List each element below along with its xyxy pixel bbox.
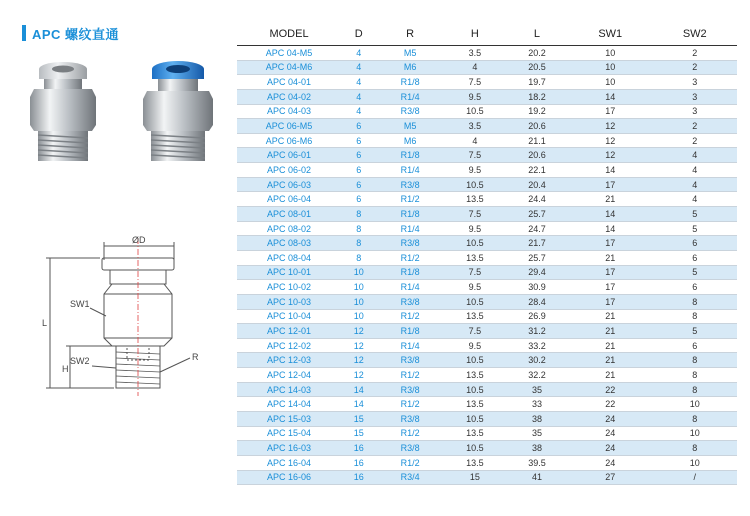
cell-sw2: 4 bbox=[652, 177, 737, 192]
page-title: APC 螺纹直通 bbox=[32, 27, 120, 42]
cell-l: 19.7 bbox=[506, 75, 568, 90]
cell-r: R1/2 bbox=[376, 397, 443, 412]
cell-d: 15 bbox=[341, 412, 376, 427]
cell-r: R1/2 bbox=[376, 426, 443, 441]
table-row bbox=[237, 265, 737, 280]
cell-d: 4 bbox=[341, 75, 376, 90]
cell-d: 4 bbox=[341, 46, 376, 61]
table-row bbox=[237, 470, 737, 485]
cell-model: APC 08-02 bbox=[237, 221, 341, 236]
cell-h: 13.5 bbox=[444, 426, 506, 441]
cell-h: 9.5 bbox=[444, 338, 506, 353]
cell-l: 28.4 bbox=[506, 294, 568, 309]
cell-h: 13.5 bbox=[444, 192, 506, 207]
cell-l: 20.6 bbox=[506, 119, 568, 134]
cell-d: 14 bbox=[341, 382, 376, 397]
cell-l: 25.7 bbox=[506, 250, 568, 265]
cell-model: APC 12-04 bbox=[237, 368, 341, 383]
cell-l: 35 bbox=[506, 426, 568, 441]
cell-sw2: 10 bbox=[652, 455, 737, 470]
cell-sw2: 8 bbox=[652, 382, 737, 397]
cell-r: R1/4 bbox=[376, 338, 443, 353]
cell-l: 21.1 bbox=[506, 133, 568, 148]
table-row bbox=[237, 250, 737, 265]
cell-l: 41 bbox=[506, 470, 568, 485]
cell-h: 10.5 bbox=[444, 177, 506, 192]
cell-sw1: 10 bbox=[568, 60, 652, 75]
cell-l: 26.9 bbox=[506, 309, 568, 324]
cell-model: APC 15-04 bbox=[237, 426, 341, 441]
table-row bbox=[237, 236, 737, 251]
cell-sw2: 5 bbox=[652, 221, 737, 236]
cell-l: 29.4 bbox=[506, 265, 568, 280]
cell-sw1: 24 bbox=[568, 426, 652, 441]
table-row bbox=[237, 119, 737, 134]
title-accent-bar bbox=[22, 25, 26, 41]
cell-sw2: 6 bbox=[652, 338, 737, 353]
cell-h: 9.5 bbox=[444, 280, 506, 295]
cell-d: 6 bbox=[341, 133, 376, 148]
cell-r: R3/8 bbox=[376, 353, 443, 368]
cell-sw1: 24 bbox=[568, 441, 652, 456]
cell-r: M6 bbox=[376, 60, 443, 75]
cell-sw1: 14 bbox=[568, 89, 652, 104]
cell-l: 33.2 bbox=[506, 338, 568, 353]
cell-sw1: 17 bbox=[568, 236, 652, 251]
cell-r: R1/2 bbox=[376, 250, 443, 265]
cell-h: 10.5 bbox=[444, 353, 506, 368]
cell-d: 16 bbox=[341, 441, 376, 456]
cell-sw2: 2 bbox=[652, 133, 737, 148]
cell-model: APC 04-01 bbox=[237, 75, 341, 90]
fitting-photo-grey bbox=[30, 62, 96, 161]
cell-l: 25.7 bbox=[506, 207, 568, 222]
cell-d: 8 bbox=[341, 250, 376, 265]
cell-sw1: 21 bbox=[568, 309, 652, 324]
cell-h: 7.5 bbox=[444, 207, 506, 222]
cell-r: R1/2 bbox=[376, 455, 443, 470]
cell-l: 35 bbox=[506, 382, 568, 397]
cell-r: R3/8 bbox=[376, 382, 443, 397]
dim-l-label: L bbox=[42, 318, 48, 328]
table-row bbox=[237, 148, 737, 163]
table-row bbox=[237, 75, 737, 90]
cell-r: R1/8 bbox=[376, 265, 443, 280]
table-row bbox=[237, 441, 737, 456]
dim-d-label: ØD bbox=[132, 235, 146, 245]
cell-l: 38 bbox=[506, 441, 568, 456]
cell-sw1: 24 bbox=[568, 455, 652, 470]
cell-h: 9.5 bbox=[444, 221, 506, 236]
table-row bbox=[237, 46, 737, 61]
cell-l: 39.5 bbox=[506, 455, 568, 470]
cell-r: R1/8 bbox=[376, 207, 443, 222]
cell-sw2: 2 bbox=[652, 46, 737, 61]
table-row bbox=[237, 104, 737, 119]
dim-sw2-label: SW2 bbox=[70, 356, 90, 366]
cell-model: APC 16-03 bbox=[237, 441, 341, 456]
cell-l: 24.7 bbox=[506, 221, 568, 236]
cell-l: 20.4 bbox=[506, 177, 568, 192]
col-header-h: H bbox=[444, 23, 506, 46]
cell-sw1: 17 bbox=[568, 177, 652, 192]
cell-r: R3/8 bbox=[376, 104, 443, 119]
table-row bbox=[237, 133, 737, 148]
cell-d: 16 bbox=[341, 455, 376, 470]
cell-sw1: 21 bbox=[568, 353, 652, 368]
cell-h: 9.5 bbox=[444, 163, 506, 178]
cell-h: 7.5 bbox=[444, 75, 506, 90]
cell-d: 4 bbox=[341, 60, 376, 75]
cell-r: R1/4 bbox=[376, 280, 443, 295]
cell-h: 10.5 bbox=[444, 294, 506, 309]
cell-sw1: 22 bbox=[568, 382, 652, 397]
table-row bbox=[237, 280, 737, 295]
cell-sw2: 3 bbox=[652, 89, 737, 104]
table-row bbox=[237, 89, 737, 104]
cell-h: 4 bbox=[444, 60, 506, 75]
cell-sw2: 10 bbox=[652, 426, 737, 441]
cell-d: 6 bbox=[341, 119, 376, 134]
cell-h: 10.5 bbox=[444, 236, 506, 251]
cell-d: 6 bbox=[341, 177, 376, 192]
cell-model: APC 12-01 bbox=[237, 324, 341, 339]
cell-sw1: 10 bbox=[568, 46, 652, 61]
cell-d: 12 bbox=[341, 338, 376, 353]
cell-r: R3/8 bbox=[376, 236, 443, 251]
table-row bbox=[237, 207, 737, 222]
cell-l: 19.2 bbox=[506, 104, 568, 119]
cell-model: APC 06-03 bbox=[237, 177, 341, 192]
cell-d: 8 bbox=[341, 236, 376, 251]
cell-r: R1/2 bbox=[376, 368, 443, 383]
cell-h: 7.5 bbox=[444, 148, 506, 163]
cell-sw1: 21 bbox=[568, 192, 652, 207]
cell-model: APC 06-02 bbox=[237, 163, 341, 178]
cell-sw1: 14 bbox=[568, 163, 652, 178]
cell-model: APC 12-03 bbox=[237, 353, 341, 368]
cell-h: 13.5 bbox=[444, 250, 506, 265]
cell-d: 6 bbox=[341, 192, 376, 207]
cell-sw1: 22 bbox=[568, 397, 652, 412]
cell-d: 4 bbox=[341, 104, 376, 119]
cell-d: 10 bbox=[341, 265, 376, 280]
cell-h: 13.5 bbox=[444, 309, 506, 324]
col-header-d: D bbox=[341, 23, 376, 46]
cell-l: 31.2 bbox=[506, 324, 568, 339]
cell-l: 33 bbox=[506, 397, 568, 412]
col-header-sw2: SW2 bbox=[652, 23, 737, 46]
table-row bbox=[237, 368, 737, 383]
cell-h: 3.5 bbox=[444, 119, 506, 134]
cell-r: M6 bbox=[376, 133, 443, 148]
cell-r: R1/8 bbox=[376, 324, 443, 339]
cell-l: 24.4 bbox=[506, 192, 568, 207]
cell-sw1: 12 bbox=[568, 119, 652, 134]
cell-sw1: 21 bbox=[568, 324, 652, 339]
cell-h: 4 bbox=[444, 133, 506, 148]
cell-model: APC 15-03 bbox=[237, 412, 341, 427]
cell-h: 13.5 bbox=[444, 397, 506, 412]
dim-h-label: H bbox=[62, 364, 69, 374]
cell-d: 6 bbox=[341, 163, 376, 178]
col-header-l: L bbox=[506, 23, 568, 46]
cell-l: 20.6 bbox=[506, 148, 568, 163]
cell-r: R1/4 bbox=[376, 221, 443, 236]
product-photos bbox=[18, 55, 218, 165]
table-row bbox=[237, 163, 737, 178]
dim-r-label: R bbox=[192, 352, 199, 362]
table-row bbox=[237, 353, 737, 368]
cell-sw1: 14 bbox=[568, 207, 652, 222]
cell-sw2: 10 bbox=[652, 397, 737, 412]
col-header-model: MODEL bbox=[237, 23, 341, 46]
col-header-sw1: SW1 bbox=[568, 23, 652, 46]
cell-h: 7.5 bbox=[444, 324, 506, 339]
table-row bbox=[237, 309, 737, 324]
cell-r: R3/8 bbox=[376, 177, 443, 192]
cell-model: APC 04-M6 bbox=[237, 60, 341, 75]
cell-model: APC 04-02 bbox=[237, 89, 341, 104]
cell-sw2: 3 bbox=[652, 104, 737, 119]
cell-l: 20.2 bbox=[506, 46, 568, 61]
cell-d: 16 bbox=[341, 470, 376, 485]
cell-d: 15 bbox=[341, 426, 376, 441]
cell-l: 30.9 bbox=[506, 280, 568, 295]
cell-r: M5 bbox=[376, 46, 443, 61]
cell-sw2: 8 bbox=[652, 353, 737, 368]
cell-r: R3/8 bbox=[376, 441, 443, 456]
cell-h: 10.5 bbox=[444, 382, 506, 397]
cell-sw2: 5 bbox=[652, 265, 737, 280]
cell-sw2: 5 bbox=[652, 207, 737, 222]
table-row bbox=[237, 412, 737, 427]
cell-r: R1/4 bbox=[376, 89, 443, 104]
cell-sw2: 2 bbox=[652, 60, 737, 75]
cell-model: APC 04-03 bbox=[237, 104, 341, 119]
cell-model: APC 08-04 bbox=[237, 250, 341, 265]
cell-r: R1/4 bbox=[376, 163, 443, 178]
cell-model: APC 16-06 bbox=[237, 470, 341, 485]
cell-model: APC 10-01 bbox=[237, 265, 341, 280]
cell-h: 10.5 bbox=[444, 104, 506, 119]
table-row bbox=[237, 397, 737, 412]
cell-d: 6 bbox=[341, 148, 376, 163]
cell-r: R3/4 bbox=[376, 470, 443, 485]
cell-model: APC 06-M6 bbox=[237, 133, 341, 148]
cell-model: APC 14-04 bbox=[237, 397, 341, 412]
technical-drawing bbox=[40, 230, 215, 405]
cell-sw1: 12 bbox=[568, 148, 652, 163]
cell-sw1: 14 bbox=[568, 221, 652, 236]
spec-table bbox=[237, 23, 737, 485]
cell-sw2: 4 bbox=[652, 163, 737, 178]
table-row bbox=[237, 324, 737, 339]
cell-l: 20.5 bbox=[506, 60, 568, 75]
cell-r: R1/2 bbox=[376, 192, 443, 207]
cell-l: 32.2 bbox=[506, 368, 568, 383]
cell-sw1: 10 bbox=[568, 75, 652, 90]
cell-l: 30.2 bbox=[506, 353, 568, 368]
cell-l: 38 bbox=[506, 412, 568, 427]
cell-model: APC 10-03 bbox=[237, 294, 341, 309]
cell-sw2: 2 bbox=[652, 119, 737, 134]
cell-sw2: 8 bbox=[652, 441, 737, 456]
cell-d: 10 bbox=[341, 294, 376, 309]
cell-sw2: 6 bbox=[652, 236, 737, 251]
cell-r: R1/8 bbox=[376, 148, 443, 163]
cell-sw2: 8 bbox=[652, 412, 737, 427]
cell-model: APC 06-M5 bbox=[237, 119, 341, 134]
cell-model: APC 06-01 bbox=[237, 148, 341, 163]
cell-r: R1/2 bbox=[376, 309, 443, 324]
cell-sw2: 6 bbox=[652, 250, 737, 265]
cell-d: 4 bbox=[341, 89, 376, 104]
cell-h: 10.5 bbox=[444, 441, 506, 456]
cell-model: APC 12-02 bbox=[237, 338, 341, 353]
cell-l: 21.7 bbox=[506, 236, 568, 251]
dim-sw1-label: SW1 bbox=[70, 299, 90, 309]
cell-sw2: 8 bbox=[652, 294, 737, 309]
table-row bbox=[237, 382, 737, 397]
cell-d: 14 bbox=[341, 397, 376, 412]
cell-d: 12 bbox=[341, 368, 376, 383]
cell-sw2: 8 bbox=[652, 368, 737, 383]
cell-r: M5 bbox=[376, 119, 443, 134]
cell-sw1: 12 bbox=[568, 133, 652, 148]
cell-h: 15 bbox=[444, 470, 506, 485]
cell-sw1: 24 bbox=[568, 412, 652, 427]
cell-model: APC 04-M5 bbox=[237, 46, 341, 61]
cell-r: R1/8 bbox=[376, 75, 443, 90]
cell-sw1: 17 bbox=[568, 265, 652, 280]
table-row bbox=[237, 455, 737, 470]
spec-table-header bbox=[237, 23, 737, 46]
cell-sw2: 8 bbox=[652, 309, 737, 324]
cell-model: APC 16-04 bbox=[237, 455, 341, 470]
table-row bbox=[237, 221, 737, 236]
col-header-r: R bbox=[376, 23, 443, 46]
cell-sw1: 21 bbox=[568, 338, 652, 353]
table-row bbox=[237, 294, 737, 309]
cell-h: 9.5 bbox=[444, 89, 506, 104]
table-row bbox=[237, 177, 737, 192]
cell-sw2: 4 bbox=[652, 192, 737, 207]
cell-sw2: 5 bbox=[652, 324, 737, 339]
cell-h: 13.5 bbox=[444, 455, 506, 470]
cell-model: APC 14-03 bbox=[237, 382, 341, 397]
table-row bbox=[237, 60, 737, 75]
cell-r: R3/8 bbox=[376, 412, 443, 427]
cell-l: 22.1 bbox=[506, 163, 568, 178]
table-row bbox=[237, 338, 737, 353]
cell-sw1: 17 bbox=[568, 104, 652, 119]
cell-d: 12 bbox=[341, 324, 376, 339]
cell-h: 3.5 bbox=[444, 46, 506, 61]
cell-h: 10.5 bbox=[444, 412, 506, 427]
cell-model: APC 10-04 bbox=[237, 309, 341, 324]
cell-sw2: 3 bbox=[652, 75, 737, 90]
cell-d: 10 bbox=[341, 280, 376, 295]
cell-sw1: 17 bbox=[568, 280, 652, 295]
cell-d: 12 bbox=[341, 353, 376, 368]
cell-model: APC 06-04 bbox=[237, 192, 341, 207]
cell-d: 8 bbox=[341, 221, 376, 236]
cell-sw2: 4 bbox=[652, 148, 737, 163]
fitting-photo-blue bbox=[143, 61, 213, 161]
cell-h: 7.5 bbox=[444, 265, 506, 280]
cell-d: 8 bbox=[341, 207, 376, 222]
cell-sw1: 21 bbox=[568, 250, 652, 265]
cell-l: 18.2 bbox=[506, 89, 568, 104]
cell-sw1: 17 bbox=[568, 294, 652, 309]
cell-r: R3/8 bbox=[376, 294, 443, 309]
cell-sw2: 6 bbox=[652, 280, 737, 295]
cell-sw1: 21 bbox=[568, 368, 652, 383]
cell-model: APC 10-02 bbox=[237, 280, 341, 295]
cell-sw2: / bbox=[652, 470, 737, 485]
table-row bbox=[237, 426, 737, 441]
table-row bbox=[237, 192, 737, 207]
cell-d: 10 bbox=[341, 309, 376, 324]
cell-model: APC 08-01 bbox=[237, 207, 341, 222]
cell-sw1: 27 bbox=[568, 470, 652, 485]
cell-h: 13.5 bbox=[444, 368, 506, 383]
cell-model: APC 08-03 bbox=[237, 236, 341, 251]
